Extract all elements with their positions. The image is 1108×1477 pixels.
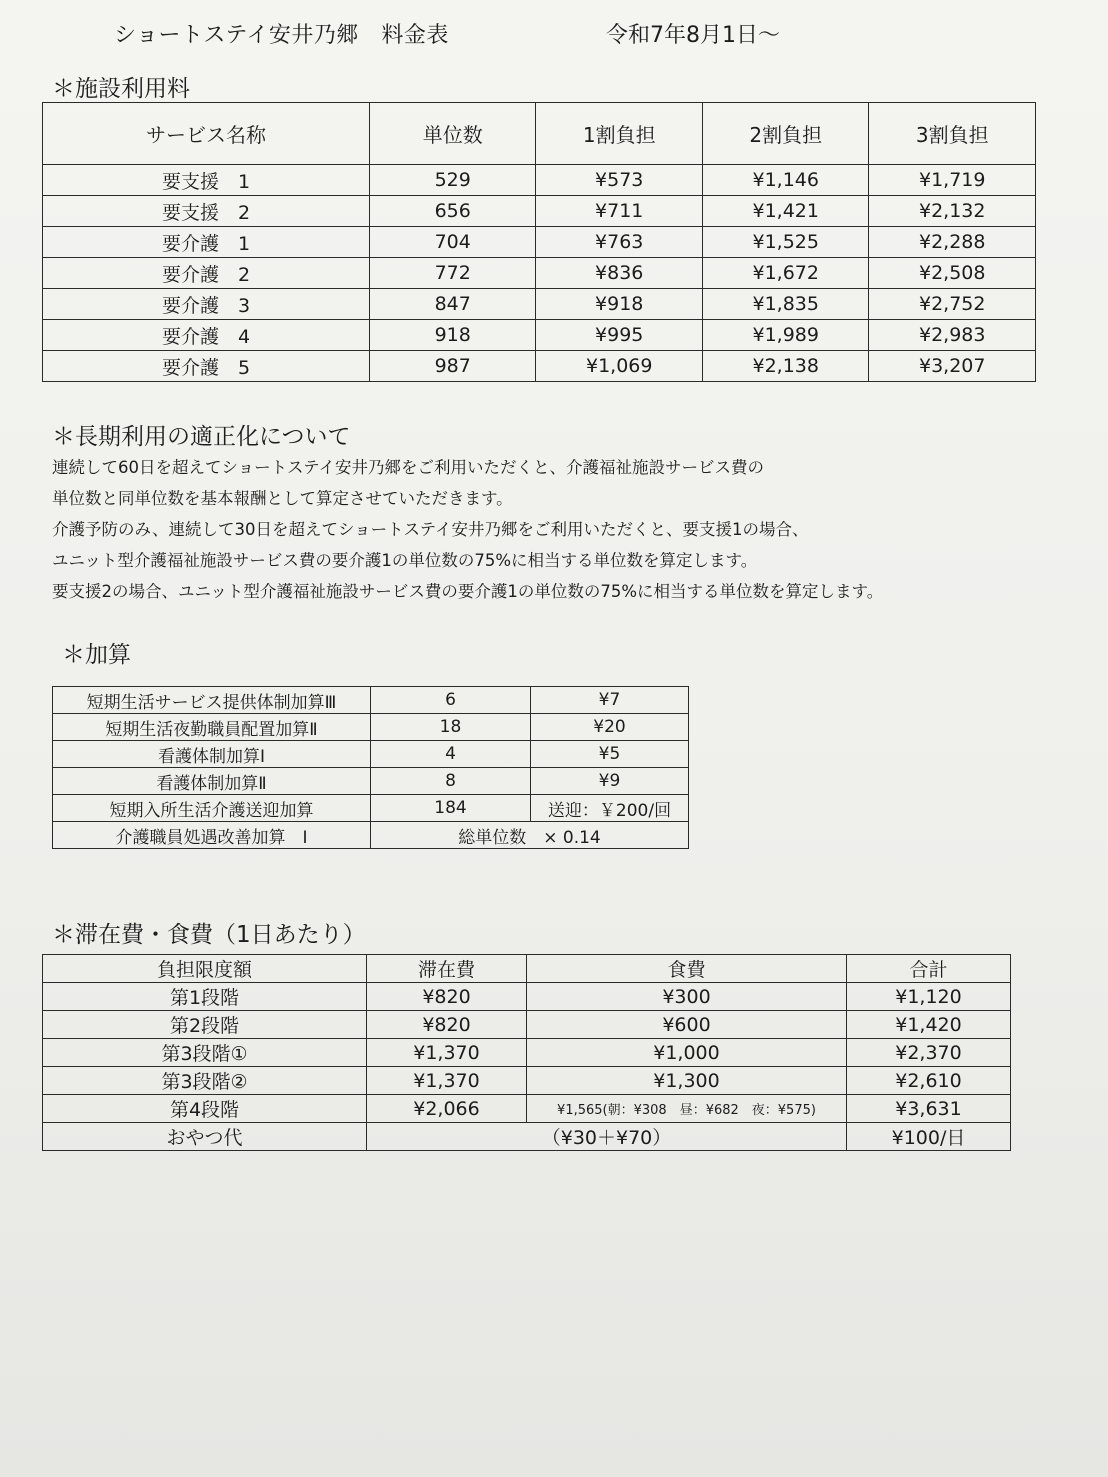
note-line: 要支援2の場合、ユニット型介護福祉施設サービス費の要介護1の単位数の75%に相当する単位数を算定します。 bbox=[52, 582, 884, 601]
effective-date: 令和7年8月1日～ bbox=[606, 23, 780, 48]
column-header: 合計 bbox=[847, 955, 1011, 983]
column-header: 3割負担 bbox=[869, 103, 1036, 165]
fee-10pct-cell: ¥836 bbox=[536, 258, 703, 289]
units-cell: 918 bbox=[369, 320, 536, 351]
fee-20pct-cell: ¥1,672 bbox=[702, 258, 869, 289]
stay-fee-cell: ¥2,066 bbox=[367, 1095, 527, 1123]
addition-name-cell: 看護体制加算Ⅱ bbox=[53, 768, 371, 795]
fee-30pct-cell: ¥2,752 bbox=[869, 289, 1036, 320]
table-row bbox=[43, 165, 1036, 196]
fee-10pct-cell: ¥918 bbox=[536, 289, 703, 320]
burden-level-cell: 第3段階① bbox=[43, 1039, 367, 1067]
units-cell: 987 bbox=[369, 351, 536, 382]
food-fee-breakdown-cell: ¥1,565(朝：¥308 昼：¥682 夜：¥575) bbox=[527, 1095, 847, 1123]
column-header: 1割負担 bbox=[536, 103, 703, 165]
table-row bbox=[43, 196, 1036, 227]
facility-fee-table bbox=[42, 102, 1036, 382]
fee-30pct-cell: ¥2,132 bbox=[869, 196, 1036, 227]
additions-table bbox=[52, 686, 689, 849]
table-header-row bbox=[43, 103, 1036, 165]
table-row bbox=[43, 983, 1011, 1011]
column-header: サービス名称 bbox=[43, 103, 370, 165]
fee-30pct-cell: ¥1,719 bbox=[869, 165, 1036, 196]
fee-10pct-cell: ¥711 bbox=[536, 196, 703, 227]
table-row bbox=[43, 289, 1036, 320]
fee-10pct-cell: ¥573 bbox=[536, 165, 703, 196]
table-row bbox=[43, 1095, 1011, 1123]
table-header-row bbox=[43, 955, 1011, 983]
facility-fee-heading: ＊施設利用料 bbox=[52, 76, 190, 102]
formula-cell: 総単位数 × 0.14 bbox=[371, 822, 689, 849]
fee-20pct-cell: ¥1,525 bbox=[702, 227, 869, 258]
addition-name-cell: 短期生活夜勤職員配置加算Ⅱ bbox=[53, 714, 371, 741]
fee-30pct-cell: ¥3,207 bbox=[869, 351, 1036, 382]
table-row bbox=[43, 1039, 1011, 1067]
fee-cell: ¥7 bbox=[531, 687, 689, 714]
note-line: ユニット型介護福祉施設サービス費の要介護1の単位数の75%に相当する単位数を算定します。 bbox=[52, 551, 758, 570]
note-line: 介護予防のみ、連続して30日を超えてショートステイ安井乃郷をご利用いただくと、要支援1の場合、 bbox=[52, 520, 809, 539]
table-row bbox=[53, 714, 689, 741]
stay-food-table bbox=[42, 954, 1011, 1151]
snack-label-cell: おやつ代 bbox=[43, 1123, 367, 1151]
table-row bbox=[53, 741, 689, 768]
fee-cell: 送迎：￥200/回 bbox=[531, 795, 689, 822]
fee-cell: ¥20 bbox=[531, 714, 689, 741]
note-line: 単位数と同単位数を基本報酬として算定させていただきます。 bbox=[52, 489, 513, 508]
units-cell: 8 bbox=[371, 768, 531, 795]
units-cell: 704 bbox=[369, 227, 536, 258]
long-term-notes bbox=[52, 452, 1052, 607]
table-row bbox=[53, 768, 689, 795]
care-level-cell: 要介護 5 bbox=[43, 351, 370, 382]
fee-30pct-cell: ¥2,508 bbox=[869, 258, 1036, 289]
fee-10pct-cell: ¥995 bbox=[536, 320, 703, 351]
food-fee-cell: ¥1,300 bbox=[527, 1067, 847, 1095]
column-header: 滞在費 bbox=[367, 955, 527, 983]
fee-10pct-cell: ¥763 bbox=[536, 227, 703, 258]
fee-30pct-cell: ¥2,288 bbox=[869, 227, 1036, 258]
table-row bbox=[43, 351, 1036, 382]
burden-level-cell: 第3段階② bbox=[43, 1067, 367, 1095]
addition-name-cell: 介護職員処遇改善加算 Ⅰ bbox=[53, 822, 371, 849]
column-header: 単位数 bbox=[369, 103, 536, 165]
addition-name-cell: 看護体制加算Ⅰ bbox=[53, 741, 371, 768]
column-header: 食費 bbox=[527, 955, 847, 983]
column-header: 2割負担 bbox=[702, 103, 869, 165]
fee-20pct-cell: ¥1,989 bbox=[702, 320, 869, 351]
stay-fee-cell: ¥1,370 bbox=[367, 1039, 527, 1067]
units-cell: 4 bbox=[371, 741, 531, 768]
food-fee-cell: ¥600 bbox=[527, 1011, 847, 1039]
care-level-cell: 要介護 3 bbox=[43, 289, 370, 320]
snack-detail-cell: （¥30＋¥70） bbox=[367, 1123, 847, 1151]
burden-level-cell: 第1段階 bbox=[43, 983, 367, 1011]
units-cell: 6 bbox=[371, 687, 531, 714]
care-level-cell: 要支援 2 bbox=[43, 196, 370, 227]
snack-total-cell: ¥100/日 bbox=[847, 1123, 1011, 1151]
care-level-cell: 要介護 4 bbox=[43, 320, 370, 351]
column-header: 負担限度額 bbox=[43, 955, 367, 983]
fee-20pct-cell: ¥1,146 bbox=[702, 165, 869, 196]
stay-fee-cell: ¥820 bbox=[367, 983, 527, 1011]
units-cell: 656 bbox=[369, 196, 536, 227]
table-row bbox=[43, 1067, 1011, 1095]
additions-heading: ＊加算 bbox=[62, 642, 131, 668]
care-level-cell: 要介護 2 bbox=[43, 258, 370, 289]
table-row bbox=[43, 227, 1036, 258]
total-cell: ¥3,631 bbox=[847, 1095, 1011, 1123]
units-cell: 18 bbox=[371, 714, 531, 741]
addition-name-cell: 短期生活サービス提供体制加算Ⅲ bbox=[53, 687, 371, 714]
fee-cell: ¥9 bbox=[531, 768, 689, 795]
stay-fee-cell: ¥820 bbox=[367, 1011, 527, 1039]
table-row bbox=[53, 822, 689, 849]
units-cell: 529 bbox=[369, 165, 536, 196]
fee-cell: ¥5 bbox=[531, 741, 689, 768]
burden-level-cell: 第4段階 bbox=[43, 1095, 367, 1123]
units-cell: 184 bbox=[371, 795, 531, 822]
note-line: 連続して60日を超えてショートステイ安井乃郷をご利用いただくと、介護福祉施設サービス費の bbox=[52, 458, 765, 477]
table-row bbox=[43, 1011, 1011, 1039]
document-title: ショートステイ安井乃郷 料金表 bbox=[114, 23, 449, 48]
fee-20pct-cell: ¥2,138 bbox=[702, 351, 869, 382]
fee-20pct-cell: ¥1,421 bbox=[702, 196, 869, 227]
units-cell: 847 bbox=[369, 289, 536, 320]
table-row bbox=[43, 258, 1036, 289]
food-fee-cell: ¥1,000 bbox=[527, 1039, 847, 1067]
food-fee-cell: ¥300 bbox=[527, 983, 847, 1011]
fee-20pct-cell: ¥1,835 bbox=[702, 289, 869, 320]
fee-10pct-cell: ¥1,069 bbox=[536, 351, 703, 382]
addition-name-cell: 短期入所生活介護送迎加算 bbox=[53, 795, 371, 822]
care-level-cell: 要介護 1 bbox=[43, 227, 370, 258]
total-cell: ¥2,610 bbox=[847, 1067, 1011, 1095]
total-cell: ¥2,370 bbox=[847, 1039, 1011, 1067]
stay-fee-cell: ¥1,370 bbox=[367, 1067, 527, 1095]
stay-food-heading: ＊滞在費・食費（1日あたり） bbox=[52, 922, 366, 948]
table-row bbox=[53, 687, 689, 714]
table-row bbox=[43, 1123, 1011, 1151]
burden-level-cell: 第2段階 bbox=[43, 1011, 367, 1039]
page-header bbox=[114, 18, 834, 52]
care-level-cell: 要支援 1 bbox=[43, 165, 370, 196]
total-cell: ¥1,120 bbox=[847, 983, 1011, 1011]
fee-30pct-cell: ¥2,983 bbox=[869, 320, 1036, 351]
table-row bbox=[43, 320, 1036, 351]
total-cell: ¥1,420 bbox=[847, 1011, 1011, 1039]
units-cell: 772 bbox=[369, 258, 536, 289]
table-row bbox=[53, 795, 689, 822]
long-term-heading: ＊長期利用の適正化について bbox=[52, 424, 351, 450]
